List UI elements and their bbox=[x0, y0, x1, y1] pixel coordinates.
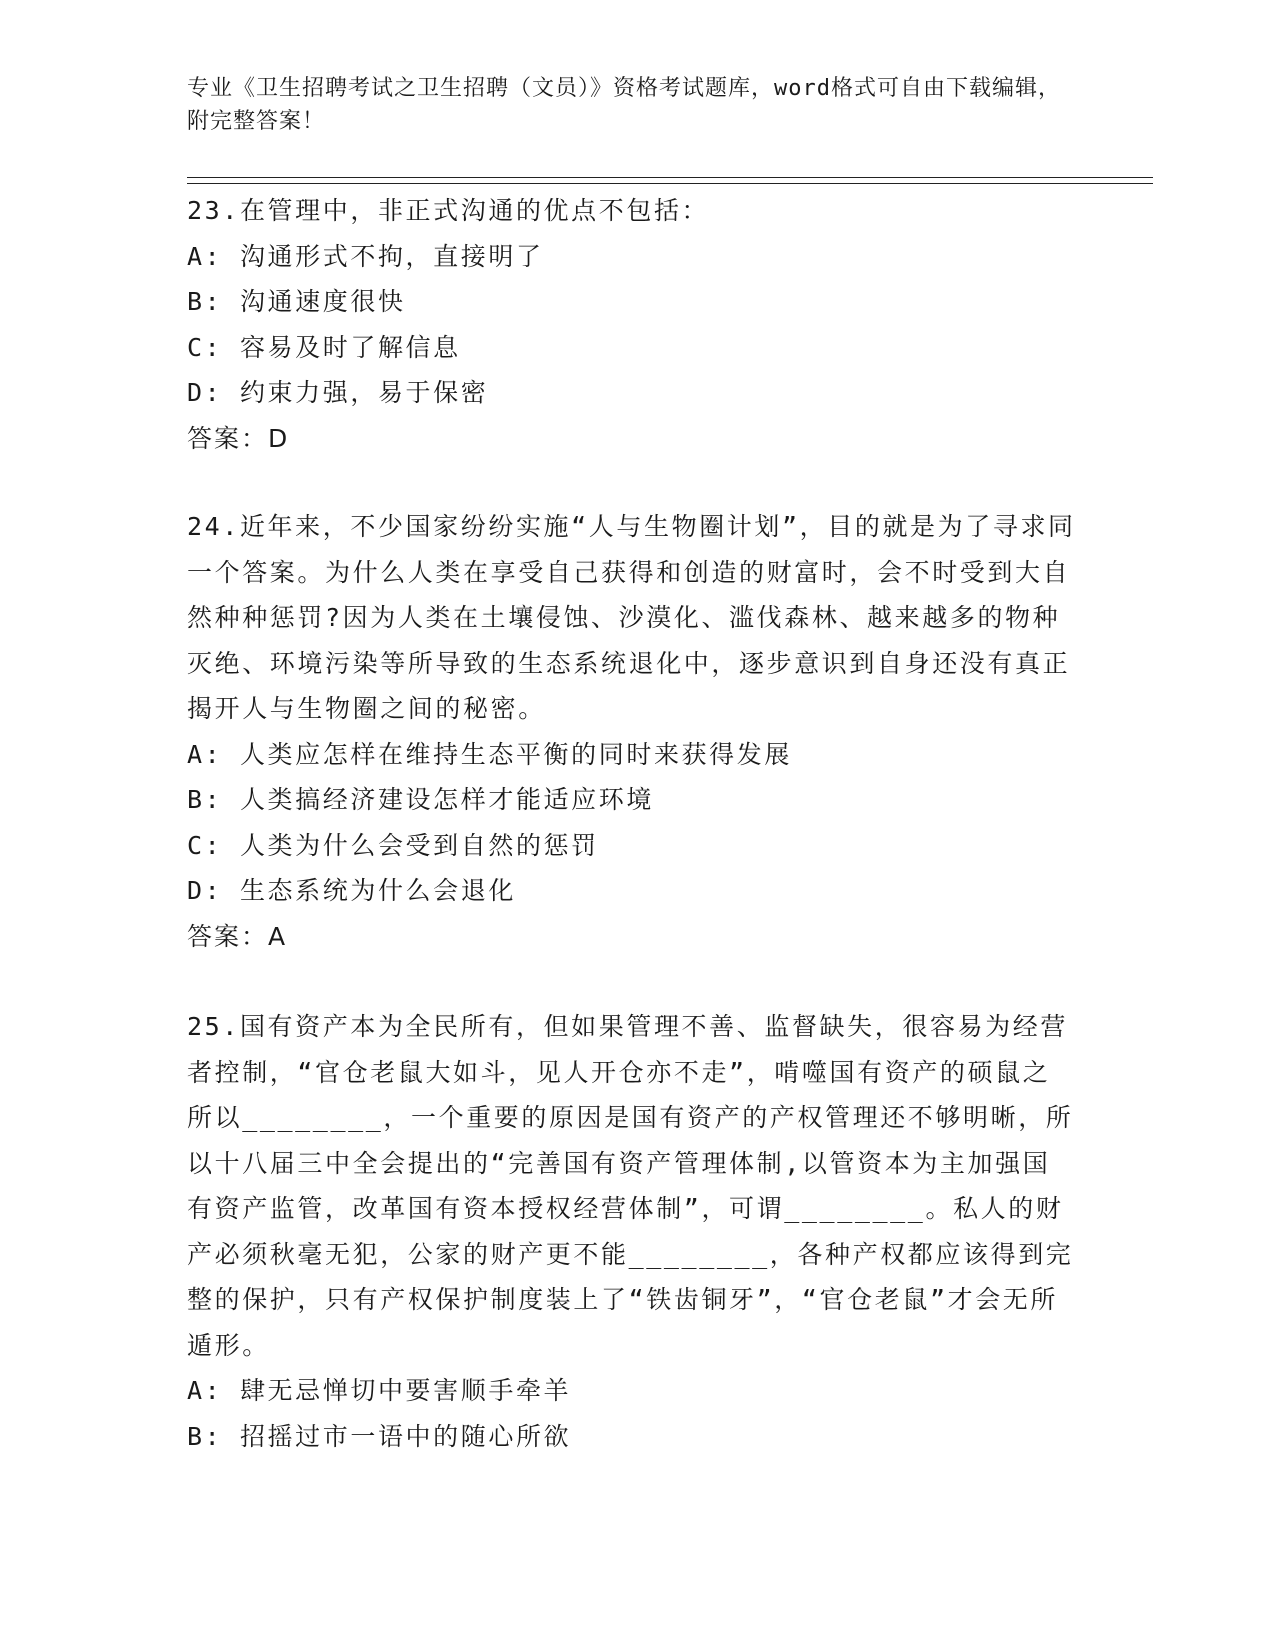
option-a: A: 沟通形式不拘，直接明了 bbox=[187, 241, 544, 271]
document-header-note: 专业《卫生招聘考试之卫生招聘（文员）》资格考试题库，word格式可自由下载编辑，附完整答案！ bbox=[187, 76, 1061, 134]
answer-line: 答案：A bbox=[187, 921, 288, 951]
question-stem: 23.在管理中，非正式沟通的优点不包括： bbox=[187, 196, 710, 225]
question-stem: 24.近年来，不少国家纷纷实施“人与生物圈计划”，目的就是为了寻求同一个答案。为什么人类在享受自己获得和创造的财富时，会不时受到大自然种种惩罚?因为人类在土壤侵蚀、沙漠化、滥伐森林、越来越多的物种灭绝、环境污染等所导致的生态系统退化中，逐步意识到自身还没有真正揭开人与生物圈之间的秘密。 bbox=[187, 512, 1076, 723]
option-c: C: 容易及时了解信息 bbox=[187, 332, 461, 362]
option-b: B: 沟通速度很快 bbox=[187, 287, 406, 316]
option-c: C: 人类为什么会受到自然的惩罚 bbox=[187, 830, 599, 860]
question-23 bbox=[187, 188, 1077, 461]
option-a: A: 人类应怎样在维持生态平衡的同时来获得发展 bbox=[187, 739, 792, 769]
answer-line: 答案：D bbox=[187, 423, 290, 453]
question-stem: 25.国有资产本为全民所有，但如果管理不善、监督缺失，很容易为经营者控制，“官仓老鼠大如斗，见人开仓亦不走”，啃噬国有资产的硕鼠之所以________，一个重要的原因是国有资产的产权管理还不够明晰，所以十八届三中全会提出的“完善国有资产管理体制,以管资本为主加强国有资产监管，改革国有资本授权经营体制”，可谓________。私人的财产必须秋毫无犯，公家的财产更不能________，各种产权都应该得到完整的保护，只有产权保护制度装上了“铁齿铜牙”，“官仓老鼠”才会无所遁形。 bbox=[187, 1012, 1074, 1360]
option-d: D: 生态系统为什么会退化 bbox=[187, 876, 516, 905]
header-divider-bottom bbox=[187, 183, 1153, 184]
option-d: D: 约束力强，易于保密 bbox=[187, 378, 489, 407]
question-24 bbox=[187, 504, 1077, 959]
option-b: B: 人类搞经济建设怎样才能适应环境 bbox=[187, 785, 654, 814]
option-b: B: 招摇过市一语中的随心所欲 bbox=[187, 1421, 572, 1451]
question-25 bbox=[187, 1004, 1077, 1459]
header-divider-top bbox=[187, 177, 1153, 178]
option-a: A: 肆无忌惮切中要害顺手牵羊 bbox=[187, 1376, 572, 1405]
